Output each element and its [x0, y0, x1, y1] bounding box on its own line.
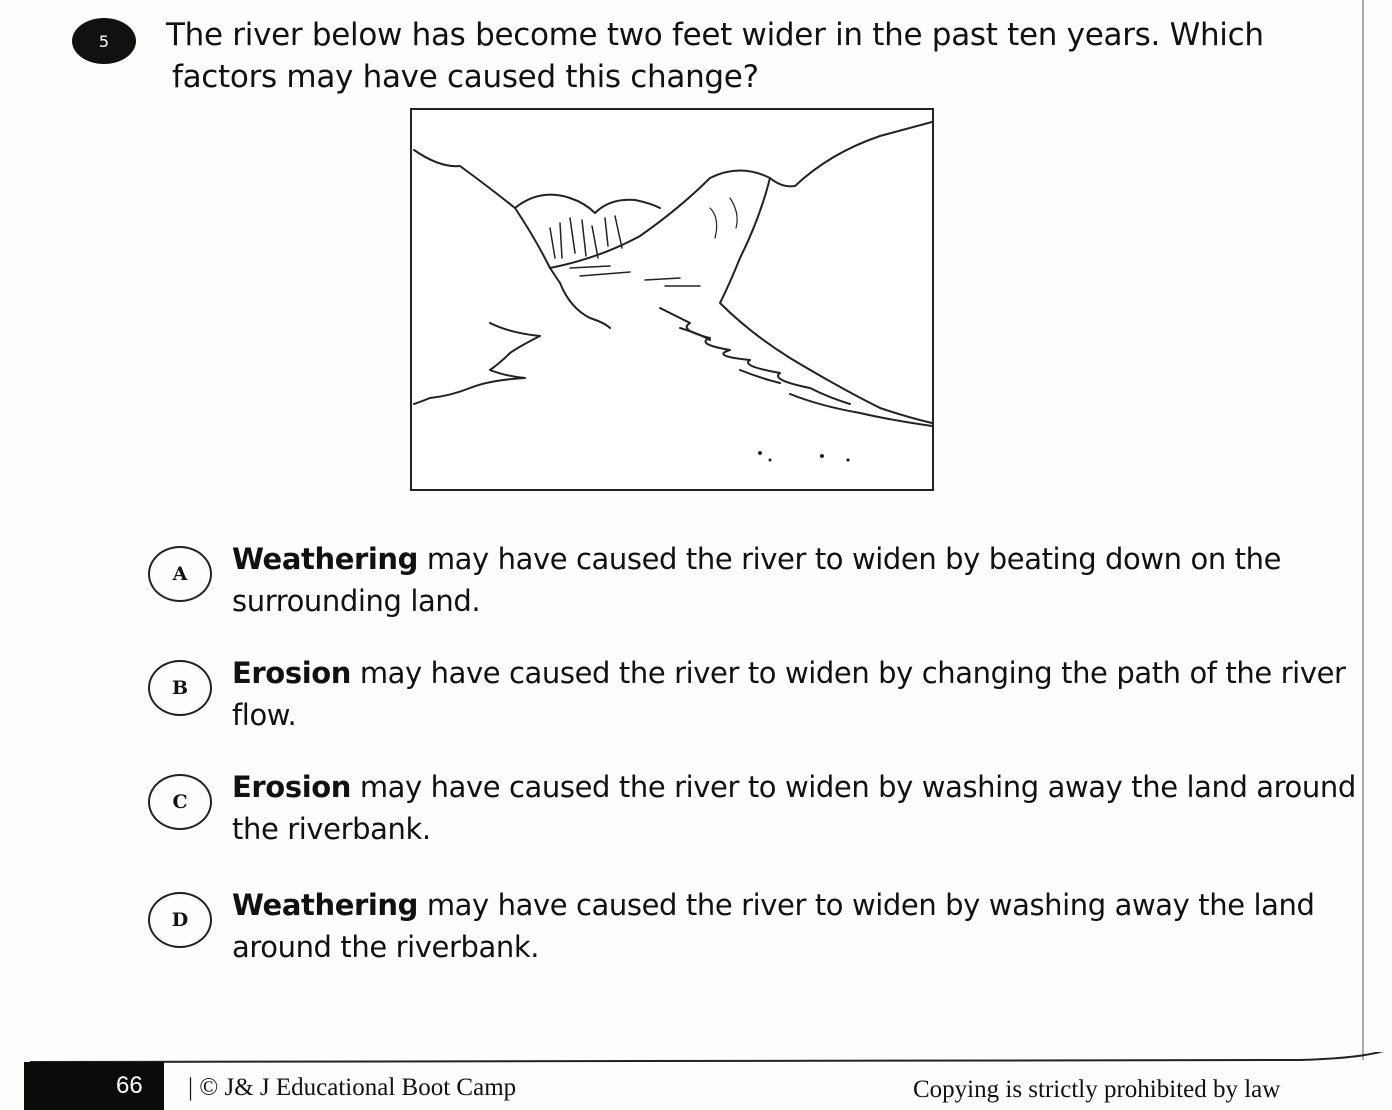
option-text: [232, 884, 1372, 968]
option-description: may have caused the river to widen by beating down on the surrounding land.: [232, 542, 1282, 618]
question-text-line-2: factors may have caused this change?: [172, 59, 759, 95]
option-text: [232, 538, 1372, 622]
question-text: [166, 14, 1286, 98]
page-number-box: [24, 1062, 164, 1110]
copying-notice: Copying is strictly prohibited by law: [913, 1076, 1281, 1103]
option-keyword: Erosion: [232, 656, 352, 690]
river-illustration: [410, 108, 934, 491]
option-text: [232, 766, 1372, 850]
option-letter-badge[interactable]: C: [148, 774, 212, 830]
option-description: may have caused the river to widen by changing the path of the river flow.: [232, 656, 1346, 732]
option-letter-badge[interactable]: A: [148, 546, 212, 602]
option-description: may have caused the river to widen by washing away the land around the riverbank.: [232, 888, 1315, 964]
footer-rule: [0, 1052, 1392, 1072]
page-number: 66: [116, 1072, 143, 1099]
option-text: [232, 652, 1372, 736]
question-text-line-1: The river below has become two feet wider in the past ten years. Which: [166, 17, 1264, 53]
option-letter-badge[interactable]: B: [148, 660, 212, 716]
option-letter-badge[interactable]: D: [148, 892, 212, 948]
option-keyword: Erosion: [232, 770, 352, 804]
page-edge-rule: [1362, 0, 1364, 1060]
page-footer: [0, 1052, 1392, 1110]
question-number-badge: 5: [72, 18, 136, 64]
option-keyword: Weathering: [232, 888, 419, 922]
option-description: may have caused the river to widen by washing away the land around the riverbank.: [232, 770, 1356, 846]
option-keyword: Weathering: [232, 542, 419, 576]
copyright-text: | © J& J Educational Boot Camp: [188, 1074, 517, 1101]
